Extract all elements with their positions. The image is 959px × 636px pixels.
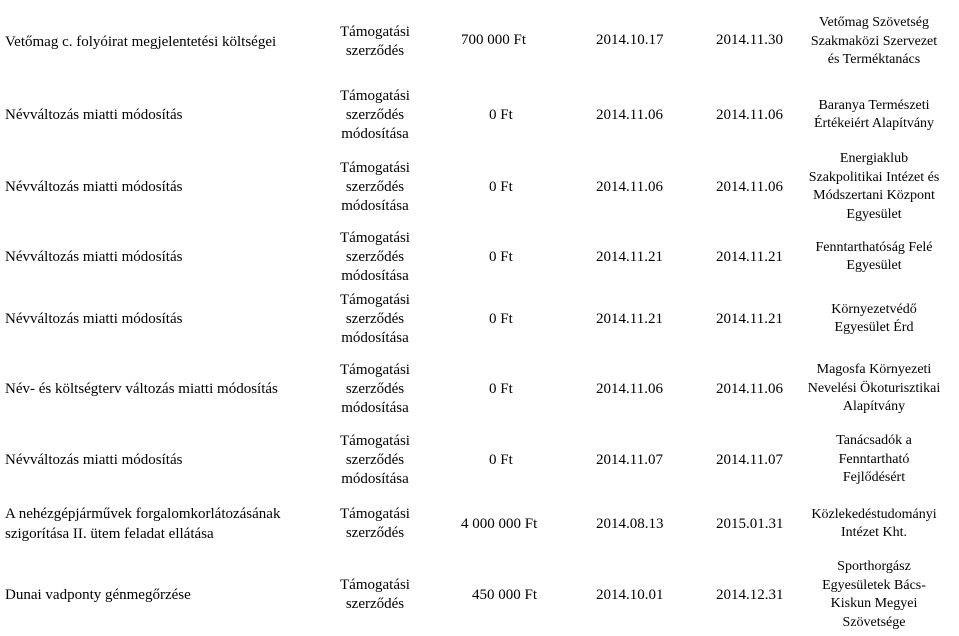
row-organization: Baranya Természeti Értékeiért Alapítvány [813, 97, 935, 131]
row-contract-type: Támogatási szerződés módosítása [340, 291, 410, 346]
row-date-to: 2014.12.31 [716, 586, 784, 603]
row-amount-cell [489, 228, 513, 286]
table-row [0, 286, 959, 352]
row-organization-cell [789, 84, 959, 146]
row-title-cell [5, 228, 325, 286]
row-date-from-cell [596, 146, 663, 228]
row-date-to: 2014.11.06 [716, 178, 783, 195]
row-title-cell [5, 286, 325, 352]
row-contract-type: Támogatási szerződés módosítása [340, 159, 410, 214]
row-title: A nehézgépjárművek forgalomkorlátozásának szigorítása II. ütem feladat ellátása [5, 506, 281, 542]
row-contract-type-cell [325, 228, 425, 286]
row-title: Névváltozás miatti módosítás [5, 311, 183, 327]
row-date-to-cell [716, 352, 783, 426]
row-amount-cell [489, 84, 513, 146]
row-title-cell [5, 146, 325, 228]
row-organization: Tanácsadók a Fenntartható Fejlődésért [836, 433, 912, 486]
row-date-from: 2014.11.21 [596, 248, 663, 265]
row-date-from: 2014.11.21 [596, 310, 663, 327]
row-date-from-cell [596, 494, 664, 554]
row-date-to: 2014.11.21 [716, 248, 783, 265]
row-date-to: 2014.11.07 [716, 451, 783, 468]
table-row [0, 84, 959, 146]
row-contract-type-cell [325, 84, 425, 146]
row-title: Névváltozás miatti módosítás [5, 107, 183, 123]
row-title: Dunai vadponty génmegőrzése [5, 587, 191, 603]
row-amount-cell [461, 494, 537, 554]
row-organization-cell [789, 426, 959, 494]
row-date-from: 2014.11.06 [596, 178, 663, 195]
row-amount-cell [461, 0, 526, 84]
row-contract-type-cell [325, 494, 425, 554]
row-contract-type-cell [325, 286, 425, 352]
row-title-cell [5, 426, 325, 494]
row-contract-type: Támogatási szerződés [340, 577, 410, 612]
row-date-from: 2014.10.01 [596, 586, 664, 603]
row-amount-cell [489, 352, 513, 426]
row-date-from: 2014.11.06 [596, 106, 663, 123]
row-contract-type-cell [325, 0, 425, 84]
row-title-cell [5, 352, 325, 426]
row-date-to: 2014.11.06 [716, 380, 783, 397]
row-organization-cell [789, 146, 959, 228]
row-contract-type: Támogatási szerződés [340, 506, 410, 541]
row-contract-type-cell [325, 146, 425, 228]
row-organization: Vetőmag Szövetség Szakmaközi Szervezet és Terméktanács [810, 15, 938, 68]
row-amount-cell [489, 426, 513, 494]
row-title-cell [5, 84, 325, 146]
row-date-from-cell [596, 228, 663, 286]
row-amount: 0 Ft [489, 310, 513, 327]
row-title: Névváltozás miatti módosítás [5, 179, 183, 195]
table-row [0, 554, 959, 636]
table-row [0, 426, 959, 494]
row-date-from: 2014.11.06 [596, 380, 663, 397]
table-row [0, 228, 959, 286]
row-organization-cell [789, 494, 959, 554]
row-date-from: 2014.08.13 [596, 515, 664, 532]
row-date-to-cell [716, 146, 783, 228]
row-date-to-cell [716, 228, 783, 286]
row-organization: Közlekedéstudományi Intézet Kht. [811, 506, 937, 540]
row-title: Vetőmag c. folyóirat megjelentetési költségei [5, 34, 277, 50]
row-organization-cell [789, 228, 959, 286]
row-amount: 0 Ft [489, 178, 513, 195]
row-title: Névváltozás miatti módosítás [5, 249, 183, 265]
table-row [0, 0, 959, 84]
row-organization-cell [789, 554, 959, 636]
row-contract-type: Támogatási szerződés módosítása [340, 229, 410, 284]
table-row [0, 352, 959, 426]
row-date-to-cell [716, 554, 784, 636]
row-amount: 0 Ft [489, 380, 513, 397]
row-title: Névváltozás miatti módosítás [5, 452, 183, 468]
row-date-from-cell [596, 0, 664, 84]
row-amount: 0 Ft [489, 248, 513, 265]
table-row [0, 494, 959, 554]
row-amount: 700 000 Ft [461, 32, 527, 48]
row-date-to-cell [716, 494, 784, 554]
row-amount: 4 000 000 Ft [461, 515, 538, 532]
table-row [0, 146, 959, 228]
row-amount-cell [489, 286, 513, 352]
row-date-to: 2014.11.30 [716, 32, 783, 48]
row-title-cell [5, 0, 325, 84]
row-organization: Környezetvédő Egyesület Érd [831, 301, 917, 335]
row-contract-type: Támogatási szerződés [340, 24, 410, 59]
row-date-to: 2014.11.06 [716, 106, 783, 123]
row-organization: Magosfa Környezeti Nevelési Ökoturisztikai Alapítvány [807, 362, 941, 415]
row-contract-type: Támogatási szerződés módosítása [340, 432, 410, 487]
row-title-cell [5, 554, 325, 636]
row-date-to-cell [716, 84, 783, 146]
row-date-from-cell [596, 84, 663, 146]
row-amount-cell [472, 554, 537, 636]
row-date-from: 2014.11.07 [596, 451, 663, 468]
row-contract-type: Támogatási szerződés módosítása [340, 361, 410, 416]
row-contract-type: Támogatási szerződés módosítása [340, 87, 410, 142]
row-date-from-cell [596, 352, 663, 426]
row-title-cell [5, 494, 325, 554]
row-date-from-cell [596, 554, 664, 636]
row-amount: 0 Ft [489, 106, 513, 123]
row-title: Név- és költségterv változás miatti módosítás [5, 381, 278, 397]
row-organization-cell [789, 352, 959, 426]
row-organization: Fenntarthatóság Felé Egyesület [815, 239, 933, 273]
row-date-to-cell [716, 426, 783, 494]
row-date-from-cell [596, 286, 663, 352]
row-contract-type-cell [325, 352, 425, 426]
row-date-to-cell [716, 286, 783, 352]
row-contract-type-cell [325, 426, 425, 494]
row-amount-cell [489, 146, 513, 228]
row-date-to-cell [716, 0, 783, 84]
row-amount: 450 000 Ft [472, 586, 538, 603]
row-organization: Sporthorgász Egyesületek Bács- Kiskun Megyei Szövetsége [822, 559, 926, 630]
row-date-from-cell [596, 426, 663, 494]
row-contract-type-cell [325, 554, 425, 636]
row-amount: 0 Ft [489, 451, 513, 468]
row-organization-cell [789, 286, 959, 352]
row-organization: Energiaklub Szakpolitikai Intézet és Módszertani Központ Egyesület [808, 151, 940, 222]
row-date-to: 2014.11.21 [716, 310, 783, 327]
row-date-from: 2014.10.17 [596, 32, 664, 48]
row-date-to: 2015.01.31 [716, 515, 784, 532]
row-organization-cell [789, 0, 959, 84]
